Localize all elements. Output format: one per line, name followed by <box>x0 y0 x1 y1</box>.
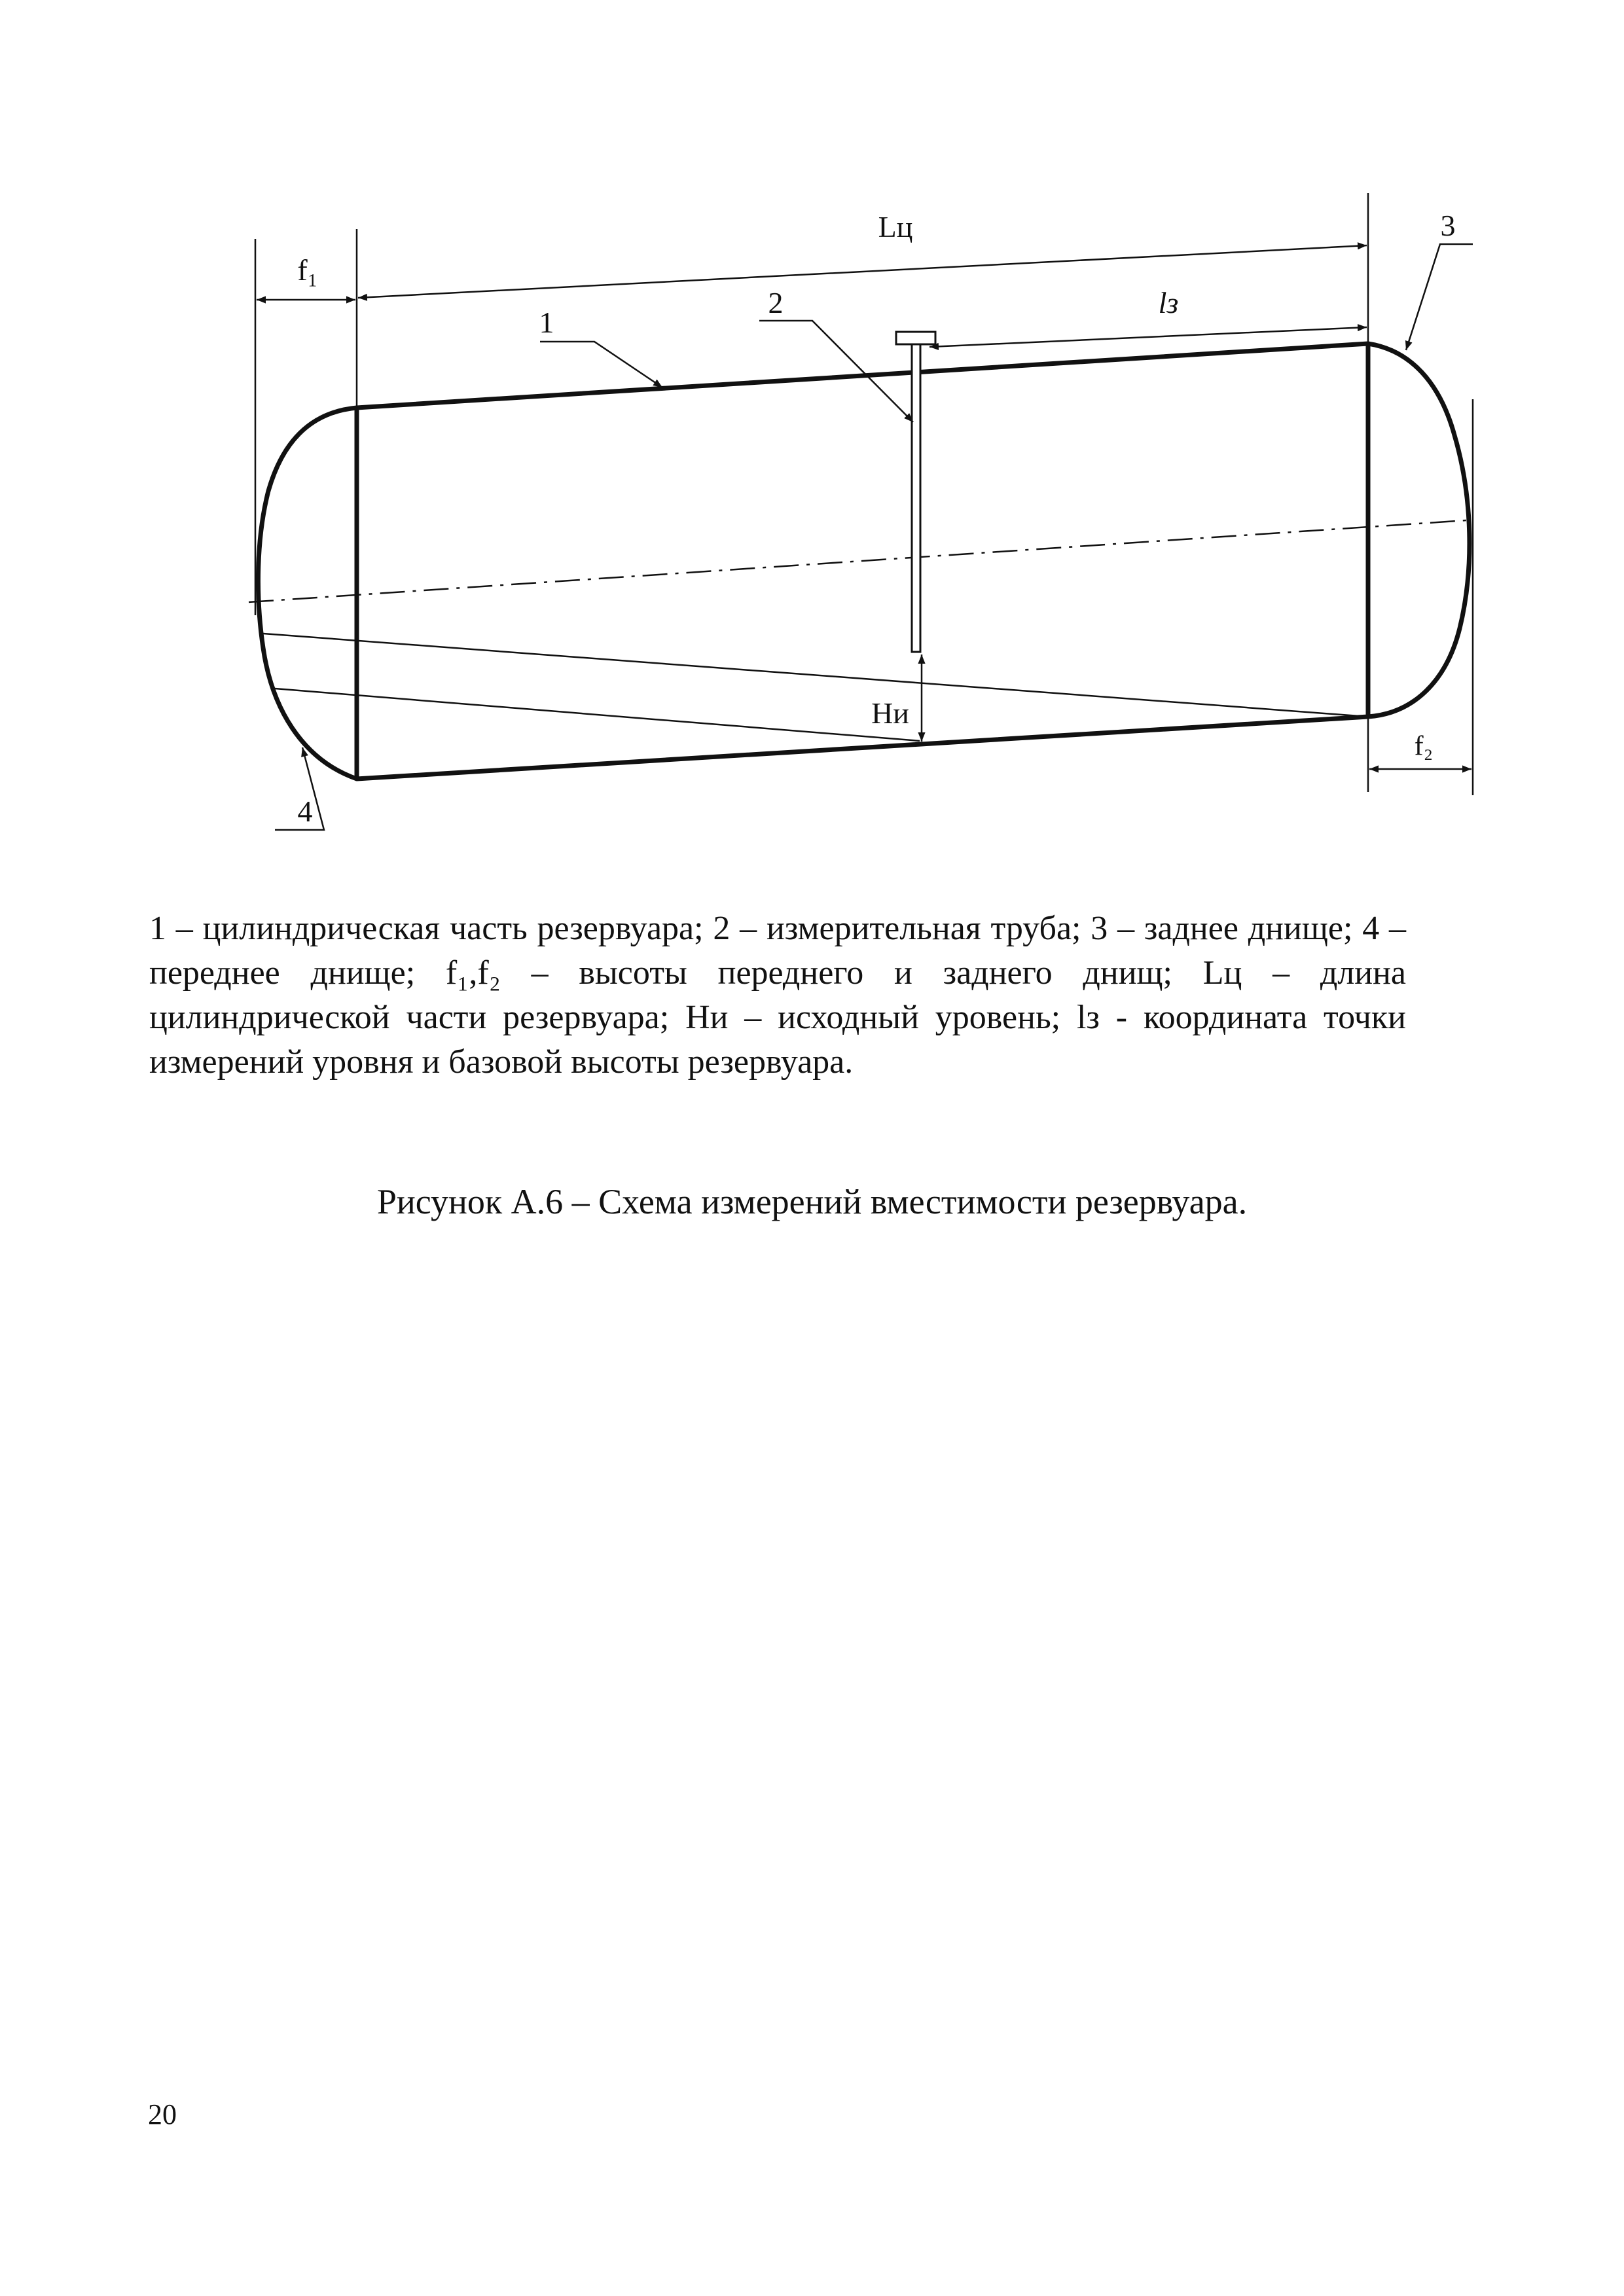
label-l-c: Lц <box>878 210 913 243</box>
extension-lines <box>255 193 1473 795</box>
figure-caption: Рисунок А.6 – Схема измерений вместимости резервуара. <box>376 1182 1248 1221</box>
label-l3: lз <box>1158 286 1179 319</box>
label-f1: f₁ <box>297 253 318 287</box>
label-f2: f₂ <box>1414 731 1434 761</box>
label-3: 3 <box>1440 209 1456 242</box>
lc-dimension-line <box>358 245 1367 298</box>
label-2: 2 <box>768 286 784 319</box>
label-4: 4 <box>297 795 313 828</box>
leader-lines <box>275 244 1473 830</box>
page-number: 20 <box>148 2098 177 2130</box>
axis-line <box>249 520 1466 602</box>
rear-bottom <box>1368 344 1470 717</box>
label-1: 1 <box>539 306 554 339</box>
l3-dimension-line <box>929 327 1367 347</box>
measuring-pipe <box>896 332 935 652</box>
front-bottom <box>258 408 357 779</box>
tank-diagram <box>0 0 1624 916</box>
figure-legend: 1 – цилиндрическая часть резервуара; 2 – измерительная труба; 3 – заднее днище; 4 – переднее днище; f₁,f₂ – высоты переднего и заднего днищ; Lц – длина цилиндрической части резервуара; Hи – исходный уровень; lз - координата точки измерений уровня и базовой высоты резервуара. <box>149 910 1406 1081</box>
label-h-i: Hи <box>871 696 909 730</box>
